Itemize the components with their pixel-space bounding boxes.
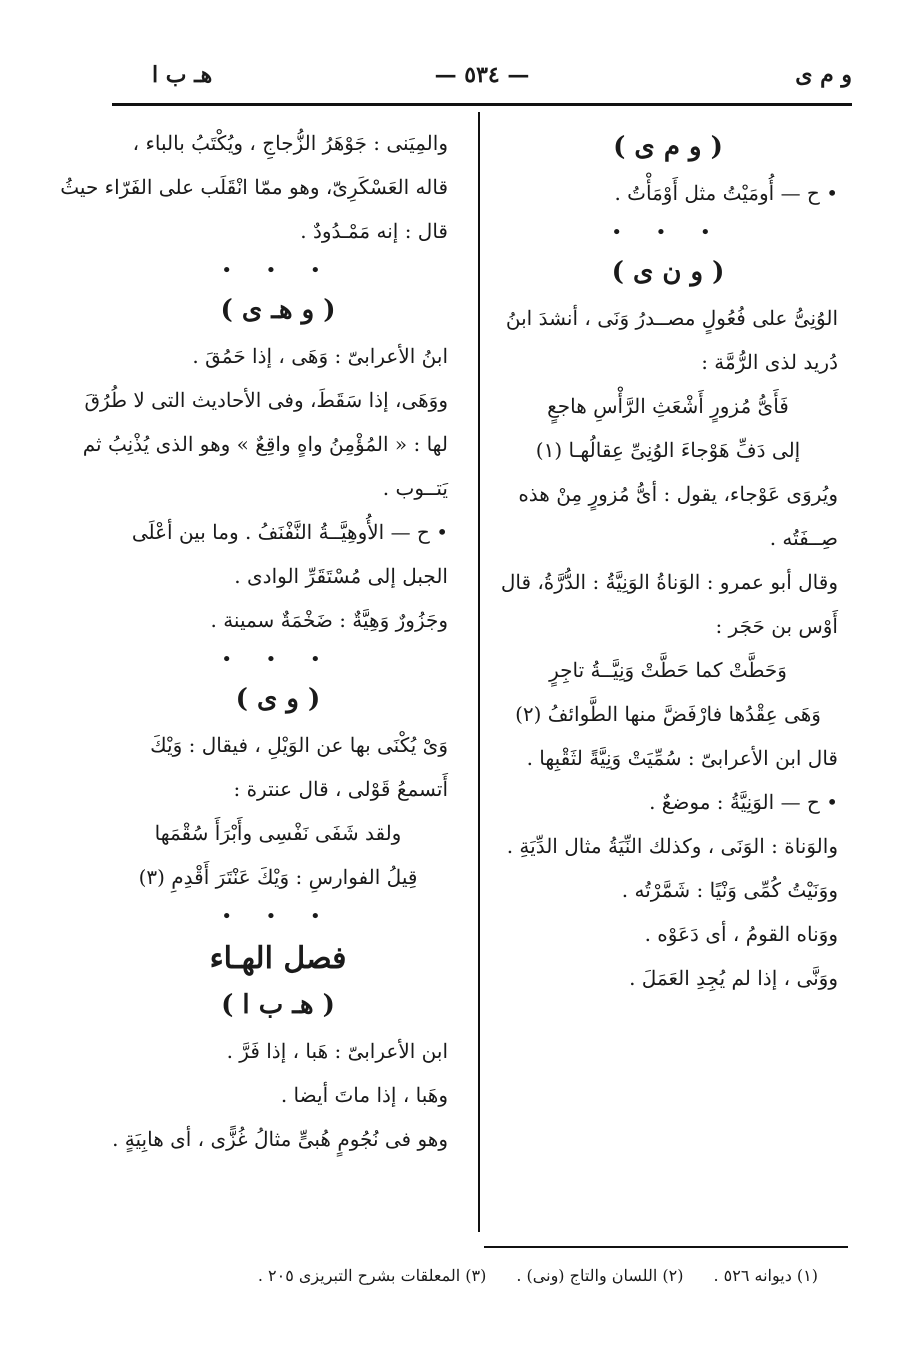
column-divider xyxy=(478,112,480,1232)
text-line: وقال أبو عمرو : الوَناةُ الوَنِيَّةُ : الدُّرَّةُ، قال xyxy=(500,570,838,594)
text-line: الجبل إلى مُسْتَقَرِّ الوادى . xyxy=(234,564,448,588)
text-line: يَتــوب . xyxy=(382,476,448,500)
footnote: (٣) المعلقات بشرح التبريزى ٢٠٥ . xyxy=(257,1266,487,1285)
text-line: ووَناه القومُ ، أى دَعَوْه . xyxy=(644,922,838,946)
section-separator: • • • xyxy=(221,649,335,670)
section-separator: • • • xyxy=(611,222,725,243)
footnote-rule xyxy=(484,1246,848,1248)
header-root-right: و م ى xyxy=(795,62,852,88)
text-line: ووَهَى، إذا سَقَطَ، وفى الأحاديث التى لا طُرُقَ xyxy=(84,388,448,412)
entry-heading: ( هـ ب ا ) xyxy=(221,990,335,1020)
text-line: قال : إنه مَمْـدُودٌ . xyxy=(300,219,448,243)
header-root-left: هـ ب ا xyxy=(152,62,213,88)
text-line: قال ابن الأعرابىّ : سُمِّيَتْ وَنِيَّةً لثَقْبِها . xyxy=(526,746,838,770)
text-line: • ح — الوَنِيَّةُ : موضعٌ . xyxy=(649,790,838,814)
verse-line: فَأَىُّ مُزورٍ أَشْعَثِ الرَّأْسِ هاجعٍ xyxy=(547,394,789,418)
text-line: • ح — أُومَيْتُ مثل أَوْمَأْتُ . xyxy=(614,181,838,205)
text-line: ووَنَّى ، إذا لم يُجِدِ العَمَلَ . xyxy=(629,966,838,990)
text-line: وجَزُورٌ وَهِيَّةٌ : ضَخْمَةٌ سمينة . xyxy=(210,608,448,632)
entry-heading: ( و ن ى ) xyxy=(611,257,725,287)
entry-heading: ( و م ى ) xyxy=(613,132,723,162)
header-rule xyxy=(112,103,852,106)
right-column xyxy=(498,128,838,1007)
verse-line: ولقد شَفَى نَفْسِى وأَبْرَأَ سُقْمَها xyxy=(154,821,402,845)
verse-line: وَحَطَّتْ كما حَطَّتْ وَنِيَّــةُ تاجِرٍ xyxy=(549,658,787,682)
verse-line: إلى دَفِّ هَوْجاءَ الوُنِىِّ عِقالُهـا (١) xyxy=(535,438,801,462)
section-separator: • • • xyxy=(221,260,335,281)
left-column xyxy=(60,128,448,1168)
text-line: وهو فى نُجُومٍ هُبىٍّ مثالُ غُزًّى ، أى هابِيَةٍ . xyxy=(112,1127,448,1151)
entry-heading: ( و هـ ى ) xyxy=(220,295,336,325)
text-line: وهَبا ، إذا ماتَ أيضا . xyxy=(280,1083,448,1107)
text-line: ابنُ الأعرابىّ : وَهَى ، إذا حَمُقَ . xyxy=(192,344,448,368)
text-line: والوَناة : الوَنَى ، وكذلك النِّيَةُ مثال الدِّيَةِ . xyxy=(506,834,838,858)
verse-line: وَهَى عِقْدُها فارْفَضَّ منها الطَّوائفُ (٢) xyxy=(515,702,821,726)
text-line: أَتسمعُ قَوْلى ، قال عنترة : xyxy=(233,777,448,801)
entry-heading: ( و ى ) xyxy=(235,684,321,714)
text-line: ويُروَى عَوْجاء، يقول : أىُّ مُزورٍ مِنْ هذه xyxy=(518,482,838,506)
footnote: (١) ديوانه ٥٢٦ . xyxy=(713,1266,818,1285)
running-header xyxy=(112,62,852,96)
footnotes xyxy=(158,1266,818,1285)
text-line: دُريد لذى الرُّمَّة : xyxy=(701,350,838,374)
page-number: — ٥٣٤ — xyxy=(434,62,530,88)
section-title: فصل الهـاء xyxy=(209,941,347,976)
text-line: قاله العَسْكَرِىّ، وهو ممّا انْقَلَب على الفَرّاء حيثُ xyxy=(60,175,448,199)
text-line: وَىْ يُكْنَى بها عن الوَيْلِ ، فيقال : وَيْكَ xyxy=(150,733,448,757)
section-separator: • • • xyxy=(221,906,335,927)
text-line: لها : « المُؤْمِنُ واهٍ واقِعٌ » وهو الذى يُذْنِبُ ثم xyxy=(82,432,448,456)
text-line: الوُنِىُّ على فُعُولٍ مصــدرُ وَنَى ، أنشدَ ابنُ xyxy=(505,306,838,330)
text-line: ابن الأعرابىّ : هَبا ، إذا فَرَّ . xyxy=(226,1039,448,1063)
text-line: أَوْس بن حَجَر : xyxy=(715,614,838,638)
text-line: صِــفَتُه . xyxy=(769,526,838,550)
text-line: • ح — الأُوهِيَّــةُ النَّفْنَفُ . وما بين أعْلَى xyxy=(131,520,448,544)
text-line: والمِيَنى : جَوْهَرُ الزُّجاجِ ، ويُكْتَبُ بالباء ، xyxy=(132,131,448,155)
text-line: ووَنَيْتُ كُمِّى وَنْيًا : شَمَّرْتُه . xyxy=(621,878,838,902)
verse-line: قِيلُ الفوارسِ : وَيْكَ عَنْتَرَ أَقْدِمِ (٣) xyxy=(138,865,418,889)
footnote: (٢) اللسان والتاج (ونى) . xyxy=(516,1266,684,1285)
